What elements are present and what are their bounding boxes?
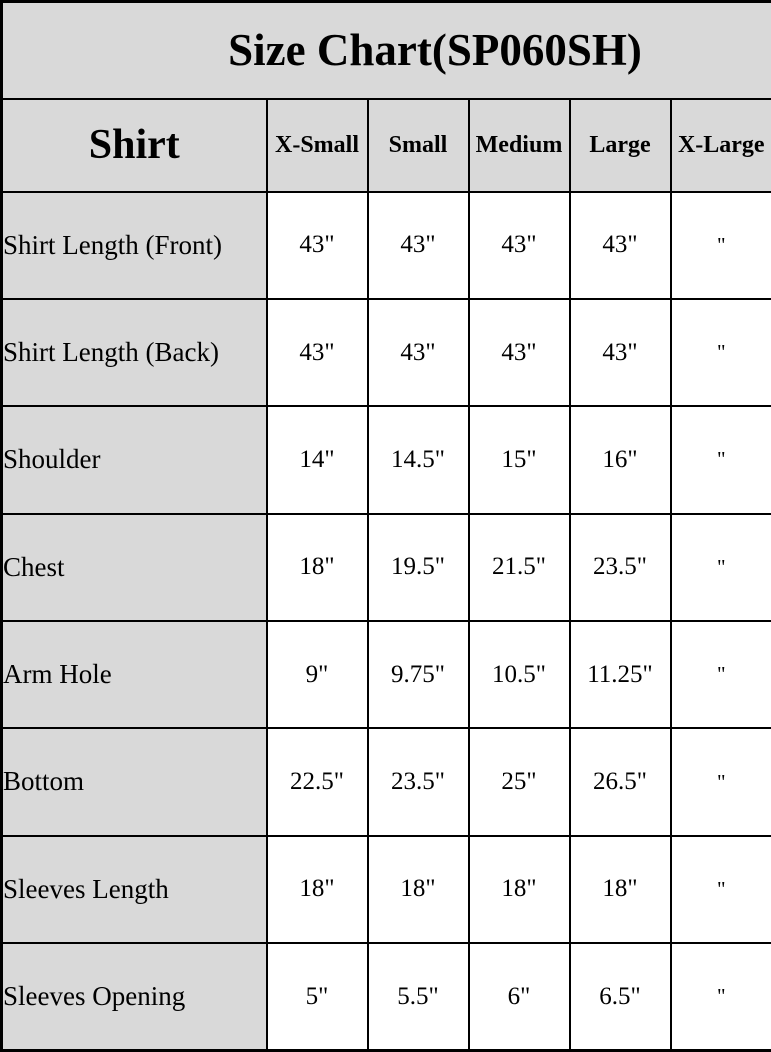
- measurement-value: 43": [368, 299, 469, 406]
- measurement-row: [2, 514, 771, 621]
- measurement-row: [2, 406, 771, 513]
- measurement-value: ": [671, 299, 771, 406]
- measurement-value: 21.5": [469, 514, 570, 621]
- measurement-value: 15": [469, 406, 570, 513]
- measurement-value: ": [671, 192, 771, 299]
- measurement-label: Sleeves Length: [2, 836, 267, 943]
- measurement-label: Shirt Length (Back): [2, 299, 267, 406]
- measurement-value: 18": [570, 836, 671, 943]
- measurement-value: ": [671, 836, 771, 943]
- measurement-value: 6.5": [570, 943, 671, 1050]
- measurement-value: 9": [267, 621, 368, 728]
- measurement-label: Chest: [2, 514, 267, 621]
- measurement-value: 18": [368, 836, 469, 943]
- measurement-row: [2, 299, 771, 406]
- measurement-value: ": [671, 514, 771, 621]
- measurement-label: Bottom: [2, 728, 267, 835]
- measurement-value: 5.5": [368, 943, 469, 1050]
- measurement-row: [2, 943, 771, 1050]
- measurement-label: Sleeves Opening: [2, 943, 267, 1050]
- measurement-value: 43": [469, 299, 570, 406]
- measurement-row: [2, 728, 771, 835]
- size-column-header-large: Large: [570, 99, 671, 192]
- title-row: [2, 2, 771, 99]
- size-column-header-medium: Medium: [469, 99, 570, 192]
- measurement-row: [2, 621, 771, 728]
- measurement-value: 11.25": [570, 621, 671, 728]
- measurement-value: ": [671, 406, 771, 513]
- measurement-rows: [2, 192, 771, 1051]
- chart-title: Size Chart(SP060SH): [2, 2, 771, 99]
- measurement-value: 14.5": [368, 406, 469, 513]
- measurement-value: 16": [570, 406, 671, 513]
- size-column-header-small: Small: [368, 99, 469, 192]
- measurement-value: 5": [267, 943, 368, 1050]
- measurement-value: 43": [570, 192, 671, 299]
- measurement-value: ": [671, 943, 771, 1050]
- product-name-header: Shirt: [2, 99, 267, 192]
- measurement-value: 43": [368, 192, 469, 299]
- measurement-value: 22.5": [267, 728, 368, 835]
- size-column-header-xlarge: X-Large: [671, 99, 771, 192]
- measurement-value: 43": [267, 299, 368, 406]
- measurement-value: ": [671, 621, 771, 728]
- measurement-value: 43": [570, 299, 671, 406]
- size-column-header-xsmall: X-Small: [267, 99, 368, 192]
- measurement-value: 18": [267, 836, 368, 943]
- measurement-value: 26.5": [570, 728, 671, 835]
- measurement-label: Shirt Length (Front): [2, 192, 267, 299]
- measurement-value: 10.5": [469, 621, 570, 728]
- measurement-value: 18": [267, 514, 368, 621]
- measurement-value: ": [671, 728, 771, 835]
- measurement-label: Arm Hole: [2, 621, 267, 728]
- measurement-value: 14": [267, 406, 368, 513]
- measurement-value: 19.5": [368, 514, 469, 621]
- measurement-value: 43": [469, 192, 570, 299]
- measurement-value: 9.75": [368, 621, 469, 728]
- measurement-row: [2, 192, 771, 299]
- measurement-value: 43": [267, 192, 368, 299]
- measurement-row: [2, 836, 771, 943]
- measurement-value: 18": [469, 836, 570, 943]
- header-row: [2, 99, 771, 192]
- measurement-value: 23.5": [368, 728, 469, 835]
- measurement-value: 23.5": [570, 514, 671, 621]
- measurement-value: 6": [469, 943, 570, 1050]
- measurement-label: Shoulder: [2, 406, 267, 513]
- measurement-value: 25": [469, 728, 570, 835]
